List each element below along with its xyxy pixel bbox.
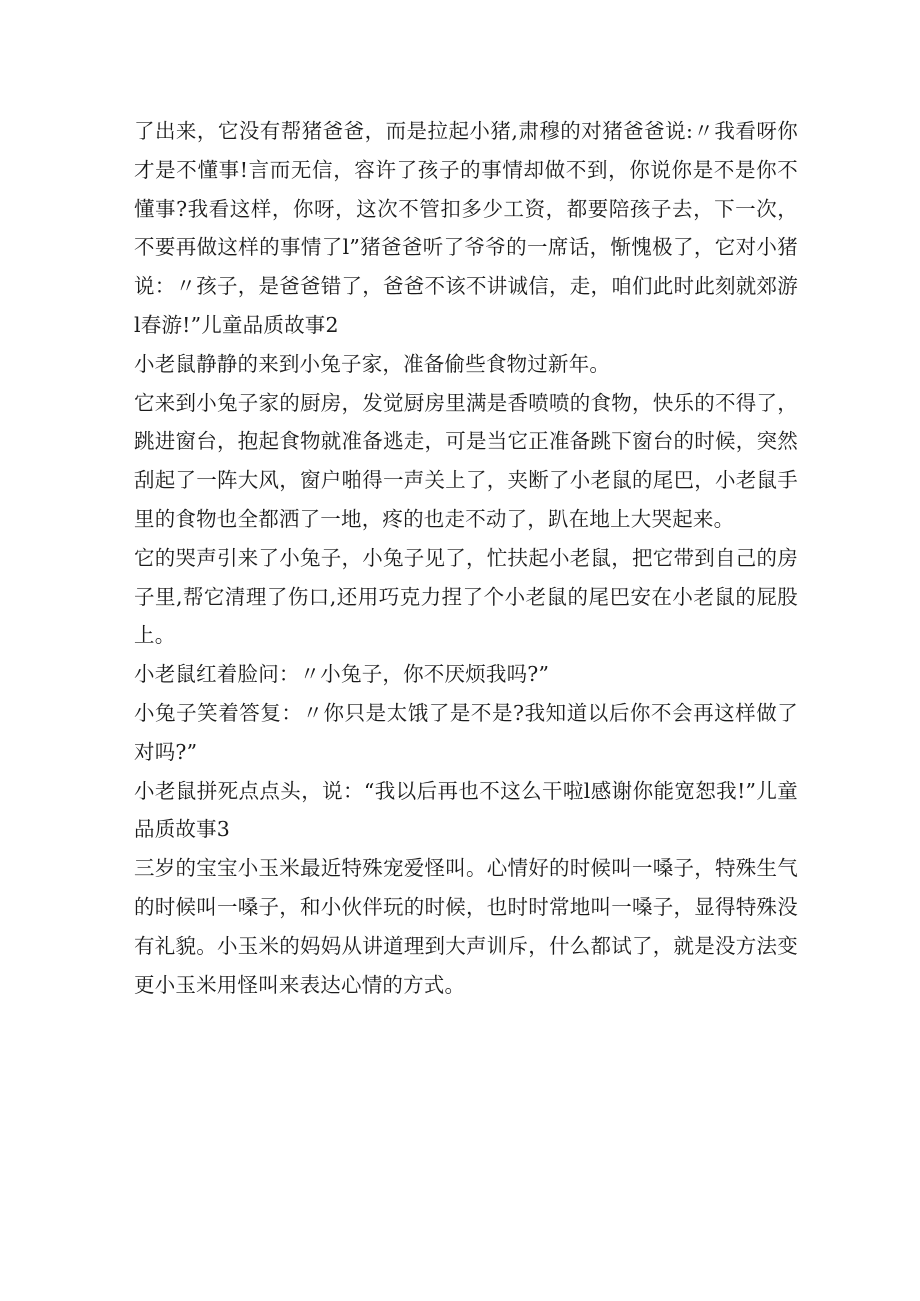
paragraph: 小兔子笑着答复：〃你只是太饿了是不是?我知道以后你不会再这样做了对吗?” bbox=[134, 700, 798, 764]
paragraph: 了出来，它没有帮猪爸爸，而是拉起小猪,肃穆的对猪爸爸说:〃我看呀你才是不懂事!言而无信，容许了孩子的事情却做不到，你说你是不是你不懂事?我看这样，你呀，这次不管扣多少工资，都要陪孩子去，下一次，不要再做这样的事情了l”猪爸爸听了爷爷的一席话，惭愧极了，它对小猪说：〃孩子，是爸爸错了，爸爸不该不讲诚信，走，咱们此时此刻就郊游l春游!”儿童品质故事2 bbox=[134, 119, 798, 337]
document-body bbox=[134, 112, 798, 1004]
paragraph: 三岁的宝宝小玉米最近特殊宠爱怪叫。心情好的时候叫一嗓子，特殊生气的时候叫一嗓子，和小伙伴玩的时候，也时时常地叫一嗓子，显得特殊没有礼貌。小玉米的妈妈从讲道理到大声训斥，什么都试了，就是没方法变更小玉米用怪叫来表达心情的方式。 bbox=[134, 856, 798, 997]
paragraph: 小老鼠静静的来到小兔子家，准备偷些食物过新年。 bbox=[134, 351, 611, 376]
paragraph: 它的哭声引来了小兔子，小兔子见了，忙扶起小老鼠，把它带到自己的房子里,帮它清理了伤口,还用巧克力捏了个小老鼠的尾巴安在小老鼠的屁股上。 bbox=[134, 545, 798, 648]
paragraph: 小老鼠拼死点点头，说：“我以后再也不这么干啦l感谢你能宽恕我!”儿童品质故事3 bbox=[134, 778, 798, 842]
paragraph: 小老鼠红着脸问：〃小兔子，你不厌烦我吗?” bbox=[134, 662, 550, 687]
paragraph: 它来到小兔子家的厨房，发觉厨房里满是香喷喷的食物，快乐的不得了，跳进窗台，抱起食物就准备逃走，可是当它正准备跳下窗台的时候，突然刮起了一阵大风，窗户啪得一声关上了，夹断了小老鼠的尾巴，小老鼠手里的食物也全都洒了一地，疼的也走不动了，趴在地上大哭起来。 bbox=[134, 390, 798, 531]
